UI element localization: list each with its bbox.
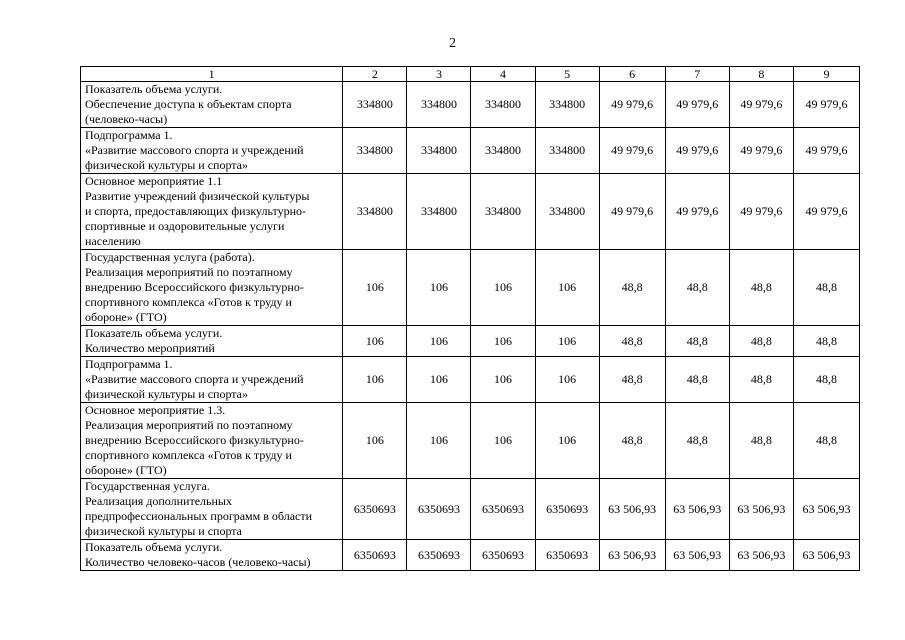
value-cell: 48,8: [665, 357, 729, 403]
value-cell: 49 979,6: [793, 82, 859, 128]
value-cell: 49 979,6: [729, 82, 793, 128]
value-cell: 49 979,6: [665, 82, 729, 128]
value-cell: 6350693: [535, 479, 599, 540]
value-cell: 48,8: [665, 403, 729, 479]
value-cell: 6350693: [407, 479, 471, 540]
value-cell: 48,8: [729, 250, 793, 326]
table-row: [81, 128, 860, 174]
row-description: Показатель объема услуги. Обеспечение доступа к объектам спорта (человеко-часы): [81, 82, 343, 128]
value-cell: 106: [471, 250, 535, 326]
value-cell: 106: [535, 357, 599, 403]
value-cell: 106: [343, 403, 407, 479]
table-row: [81, 357, 860, 403]
value-cell: 6350693: [471, 540, 535, 571]
value-cell: 63 506,93: [599, 479, 665, 540]
value-cell: 48,8: [665, 326, 729, 357]
value-cell: 63 506,93: [665, 479, 729, 540]
row-description: Подпрограмма 1. «Развитие массового спорта и учреждений физической культуры и спорта»: [81, 128, 343, 174]
value-cell: 49 979,6: [599, 128, 665, 174]
value-cell: 63 506,93: [599, 540, 665, 571]
value-cell: 49 979,6: [729, 174, 793, 250]
row-description: Подпрограмма 1. «Развитие массового спорта и учреждений физической культуры и спорта»: [81, 357, 343, 403]
table-row: [81, 174, 860, 250]
value-cell: 106: [343, 326, 407, 357]
value-cell: 334800: [343, 128, 407, 174]
value-cell: 49 979,6: [793, 174, 859, 250]
value-cell: 106: [535, 403, 599, 479]
value-cell: 49 979,6: [599, 82, 665, 128]
value-cell: 63 506,93: [793, 479, 859, 540]
column-header: 1: [81, 67, 343, 82]
value-cell: 48,8: [729, 403, 793, 479]
value-cell: 334800: [407, 174, 471, 250]
value-cell: 49 979,6: [599, 174, 665, 250]
value-cell: 48,8: [599, 357, 665, 403]
indicators-table: [80, 66, 860, 571]
column-header: 8: [729, 67, 793, 82]
column-header: 2: [343, 67, 407, 82]
value-cell: 106: [535, 326, 599, 357]
value-cell: 106: [471, 403, 535, 479]
column-header: 6: [599, 67, 665, 82]
page-number: 2: [449, 36, 456, 51]
value-cell: 63 506,93: [793, 540, 859, 571]
value-cell: 334800: [471, 82, 535, 128]
value-cell: 106: [535, 250, 599, 326]
column-number-row: [81, 67, 860, 82]
value-cell: 106: [471, 357, 535, 403]
value-cell: 48,8: [793, 326, 859, 357]
column-header: 7: [665, 67, 729, 82]
value-cell: 48,8: [729, 326, 793, 357]
value-cell: 48,8: [729, 357, 793, 403]
table-body: [81, 82, 860, 571]
value-cell: 334800: [535, 174, 599, 250]
table-row: [81, 403, 860, 479]
value-cell: 6350693: [343, 540, 407, 571]
value-cell: 106: [343, 357, 407, 403]
value-cell: 334800: [407, 82, 471, 128]
value-cell: 48,8: [599, 403, 665, 479]
value-cell: 106: [407, 403, 471, 479]
value-cell: 334800: [471, 174, 535, 250]
value-cell: 334800: [343, 82, 407, 128]
value-cell: 49 979,6: [793, 128, 859, 174]
value-cell: 334800: [407, 128, 471, 174]
value-cell: 48,8: [793, 357, 859, 403]
value-cell: 48,8: [599, 326, 665, 357]
value-cell: 49 979,6: [665, 128, 729, 174]
value-cell: 48,8: [665, 250, 729, 326]
table-row: [81, 479, 860, 540]
value-cell: 334800: [535, 128, 599, 174]
value-cell: 6350693: [343, 479, 407, 540]
value-cell: 106: [407, 326, 471, 357]
column-header: 9: [793, 67, 859, 82]
table-row: [81, 326, 860, 357]
value-cell: 48,8: [793, 250, 859, 326]
value-cell: 63 506,93: [729, 479, 793, 540]
value-cell: 106: [407, 250, 471, 326]
value-cell: 106: [471, 326, 535, 357]
value-cell: 106: [343, 250, 407, 326]
value-cell: 49 979,6: [665, 174, 729, 250]
row-description: Показатель объема услуги. Количество мероприятий: [81, 326, 343, 357]
value-cell: 334800: [343, 174, 407, 250]
row-description: Показатель объема услуги. Количество человеко-часов (человеко-часы): [81, 540, 343, 571]
row-description: Государственная услуга. Реализация дополнительных предпрофессиональных программ в области физической культуры и спорта: [81, 479, 343, 540]
column-header: 5: [535, 67, 599, 82]
value-cell: 63 506,93: [665, 540, 729, 571]
row-description: Основное мероприятие 1.1 Развитие учреждений физической культуры и спорта, предоставляющих физкультурно- спортивные и оздоровительные услуги населению: [81, 174, 343, 250]
table-row: [81, 82, 860, 128]
column-header: 4: [471, 67, 535, 82]
row-description: Государственная услуга (работа). Реализация мероприятий по поэтапному внедрению Всероссийского физкультурно- спортивного комплекса «Готов к труду и обороне» (ГТО): [81, 250, 343, 326]
value-cell: 48,8: [793, 403, 859, 479]
value-cell: 6350693: [471, 479, 535, 540]
row-description: Основное мероприятие 1.3. Реализация мероприятий по поэтапному внедрению Всероссийского физкультурно- спортивного комплекса «Готов к труду и обороне» (ГТО): [81, 403, 343, 479]
table-row: [81, 540, 860, 571]
value-cell: 334800: [535, 82, 599, 128]
value-cell: 63 506,93: [729, 540, 793, 571]
value-cell: 49 979,6: [729, 128, 793, 174]
column-header: 3: [407, 67, 471, 82]
value-cell: 6350693: [407, 540, 471, 571]
table-row: [81, 250, 860, 326]
value-cell: 106: [407, 357, 471, 403]
value-cell: 6350693: [535, 540, 599, 571]
value-cell: 48,8: [599, 250, 665, 326]
value-cell: 334800: [471, 128, 535, 174]
